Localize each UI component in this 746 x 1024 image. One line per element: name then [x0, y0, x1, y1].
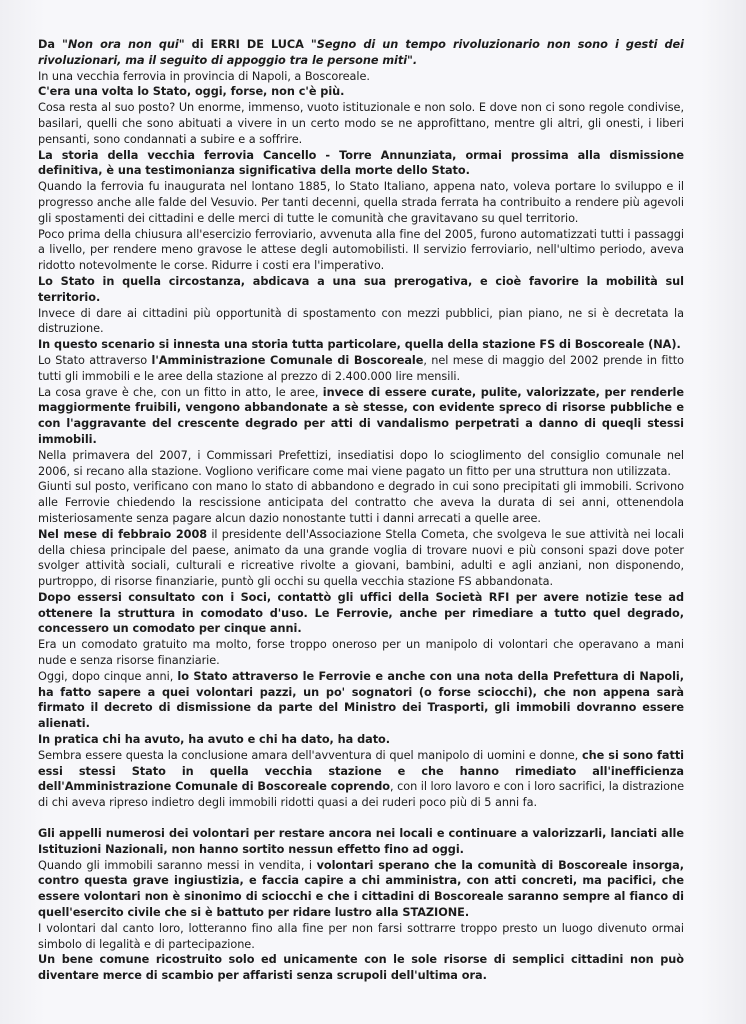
text-run: Gli appelli numerosi dei volontari per restare ancora nei locali e continuare a valorizzarli, lanciati alle Istituzioni Nazionali, non hanno sortito nessun effetto fino ad oggi. [38, 827, 684, 856]
paragraph [38, 637, 684, 669]
text-run: Sembra essere questa la conclusione amara dell'avventura di quel manipolo di uomini e donne, [38, 748, 582, 762]
paragraph [38, 179, 684, 226]
text-run: Da [38, 38, 63, 51]
text-run: il presidente dell'Associazione Stella Cometa, che svolgeva le sue attività nei locali della chiesa principale del paese, animato da una grande voglia di trovare nuovi e più consoni spazi dove poter svolger attività sociali, culturali e ricreative rivolte a giovani, bambini, adulti e agli anziani, non disponendo, purtroppo, di risorse finanziarie, puntò gli occhi su quella vecchia stazione FS abbandonata. [38, 527, 684, 589]
paragraph [38, 826, 684, 858]
paragraph [38, 84, 684, 100]
text-run: Poco prima della chiusura all'esercizio ferroviario, avvenuta alla fine del 2005, furono automatizzati tutti i passaggi a livello, per rendere meno gravose le attese degli automobilisti. Il servizio ferroviario, nell'ultimo periodo, aveva ridotto notevolmente le corse. Ridurre i costi era l'imperativo. [38, 227, 684, 273]
paragraph [38, 69, 684, 85]
text-run: In una vecchia ferrovia in provincia di Napoli, a Boscoreale. [38, 69, 370, 83]
text-run: Nella primavera del 2007, i Commissari Prefettizi, insediatisi dopo lo scioglimento del consiglio comunale nel 2006, si recano alla stazione. Vogliono verificare come mai viene pagato un fitto per una struttura non utilizzata. [38, 448, 684, 478]
text-run: di ERRI DE LUCA [184, 38, 311, 51]
text-run: Giunti sul posto, verificano con mano lo stato di abbandono e degrado in cui sono precipitati gli immobili. Scrivono alle Ferrovie chiedendo la rescissione anticipata del contratto che aveva la durata di sei anni, ottenendola misteriosamente senza pagare alcun dazio nonostante tutti i danni arrecati a quelle aree. [38, 480, 684, 525]
paragraph [38, 748, 684, 811]
text-run: Quando gli immobili saranno messi in vendita, i [38, 858, 317, 872]
paragraph [38, 858, 684, 921]
text-run: C'era una volta lo Stato, oggi, forse, non c'è più. [38, 85, 345, 99]
text-run: che si sono fatti essi stessi Stato in quella vecchia stazione e che hanno rimediato all'inefficienza dell'Amministrazione Comunale di Boscoreale coprendo [38, 748, 684, 794]
text-run: In questo scenario si innesta una storia tutta particolare, quella della stazione FS di Boscoreale (NA). [38, 338, 681, 352]
text-run: l'Amministrazione Comunale di Boscoreale [151, 353, 424, 367]
paragraph [38, 952, 684, 984]
text-run: , con il loro lavoro e con i loro sacrifici, la distrazione di chi aveva ripreso indietro degli immobili ridotti quasi a dei ruderi poco più di 5 anni fa. [38, 780, 684, 810]
text-run: Cosa resta al suo posto? Un enorme, immenso, vuoto istituzionale e non solo. E dove non ci sono regole condivise, basilari, quelli che sono abituati a vivere in un certo modo se ne approfittano, mentre gli altri, gli onesti, i liberi pensanti, sono condannati a subire e a soffrire. [38, 101, 684, 146]
text-run: Oggi, dopo cinque anni, [38, 669, 178, 683]
paragraph [38, 274, 684, 306]
paragraph [38, 353, 684, 385]
text-run: In pratica chi ha avuto, ha avuto e chi ha dato, ha dato. [38, 733, 391, 747]
paragraph [38, 669, 684, 732]
text-run: volontari sperano che la comunità di Boscoreale insorga, contro questa grave ingiustizia, e faccia capire a chi amministra, con atti concreti, ma pacifici, che essere volontari non è sinonimo di sciocchi e che i cittadini di Boscoreale saranno sempre al fianco di quell'esercito civile che si è battuto per ridare lustro alla STAZIONE. [38, 858, 684, 920]
paragraph [38, 732, 684, 748]
paragraph [38, 590, 684, 637]
text-run: Lo Stato in quella circostanza, abdicava a una sua prerogativa, e cioè favorire la mobilità sul territorio. [38, 274, 684, 304]
text-run: Nel mese di febbraio 2008 [38, 527, 208, 541]
text-run: Era un comodato gratuito ma molto, forse troppo oneroso per un manipolo di volontari che operavano a mani nude e senza risorse finanziarie. [38, 638, 684, 668]
text-run: lo Stato attraverso le Ferrovie e anche con una nota della Prefettura di Napoli, ha fatto sapere a quei volontari pazzi, un po' sognatori (o forse sciocchi), che non appena sarà firmato il decreto di dismissione da parte del Ministro dei Trasporti, gli immobili dovranno essere alienati. [38, 669, 684, 731]
text-run: Quando la ferrovia fu inaugurata nel lontano 1885, lo Stato Italiano, appena nato, voleva portare lo sviluppo e il progresso anche alle falde del Vesuvio. Per tanti decenni, quella strada ferrata ha contribuito a rendere più agevoli gli spostamenti dei cittadini e delle merci di tutte le comunità che gravitavano su quel territorio. [38, 180, 684, 225]
paragraph [38, 337, 684, 353]
text-run: invece di essere curate, pulite, valorizzate, per renderle maggiormente fruibili, vengono abbandonate a sè stesse, con evidente spreco di risorse pubbliche e con l'aggravante del crescente degrado per atti di vandalismo perpetrati a danno di queqli stessi immobili. [38, 385, 684, 446]
text-run: I volontari dal canto loro, lotteranno fino alla fine per non farsi sottrarre troppo presto un luogo divenuto ormai simbolo di legalità e di partecipazione. [38, 921, 684, 951]
text-run: , nel mese di maggio del 2002 prende in fitto tutti gli immobili e le aree della stazione al prezzo di 2.400.000 lire mensili. [38, 353, 684, 383]
paragraph [38, 227, 684, 274]
paragraph [38, 448, 684, 480]
paragraph [38, 385, 684, 448]
text-run: Lo Stato attraverso [38, 353, 152, 367]
paragraph [38, 921, 684, 953]
text-run: La cosa grave è che, con un fitto in atto, le aree, [38, 385, 323, 399]
paragraph [38, 148, 684, 180]
text-run: Invece di dare ai cittadini più opportunità di spostamento con mezzi pubblici, pian piano, ne si è decretata la distruzione. [38, 306, 684, 336]
paragraph [38, 37, 684, 69]
text-run: La storia della vecchia ferrovia Cancello - Torre Annunziata, ormai prossima alla dismissione definitiva, è una testimonianza significativa della morte dello Stato. [38, 148, 684, 178]
text-run: "Non ora non qui" [62, 38, 185, 51]
text-run: Dopo essersi consultato con i Soci, contattò gli uffici della Società RFI per avere notizie tese ad ottenere la struttura in comodato d'uso. Le Ferrovie, anche per rimediare a tutto quel degrado, concessero un comodato per cinque anni. [38, 590, 684, 636]
text-run: "Segno di un tempo rivoluzionario non sono i gesti dei rivoluzionari, ma il seguito di appoggio tra le persone miti". [38, 38, 684, 67]
article-body [38, 37, 684, 984]
text-run: Un bene comune ricostruito solo ed unicamente con le sole risorse di semplici cittadini non può diventare merce di scambio per affaristi senza scrupoli dell'ultima ora. [38, 953, 684, 983]
paragraph [38, 100, 684, 147]
paragraph [38, 527, 684, 590]
paragraph [38, 479, 684, 526]
paragraph [38, 306, 684, 338]
